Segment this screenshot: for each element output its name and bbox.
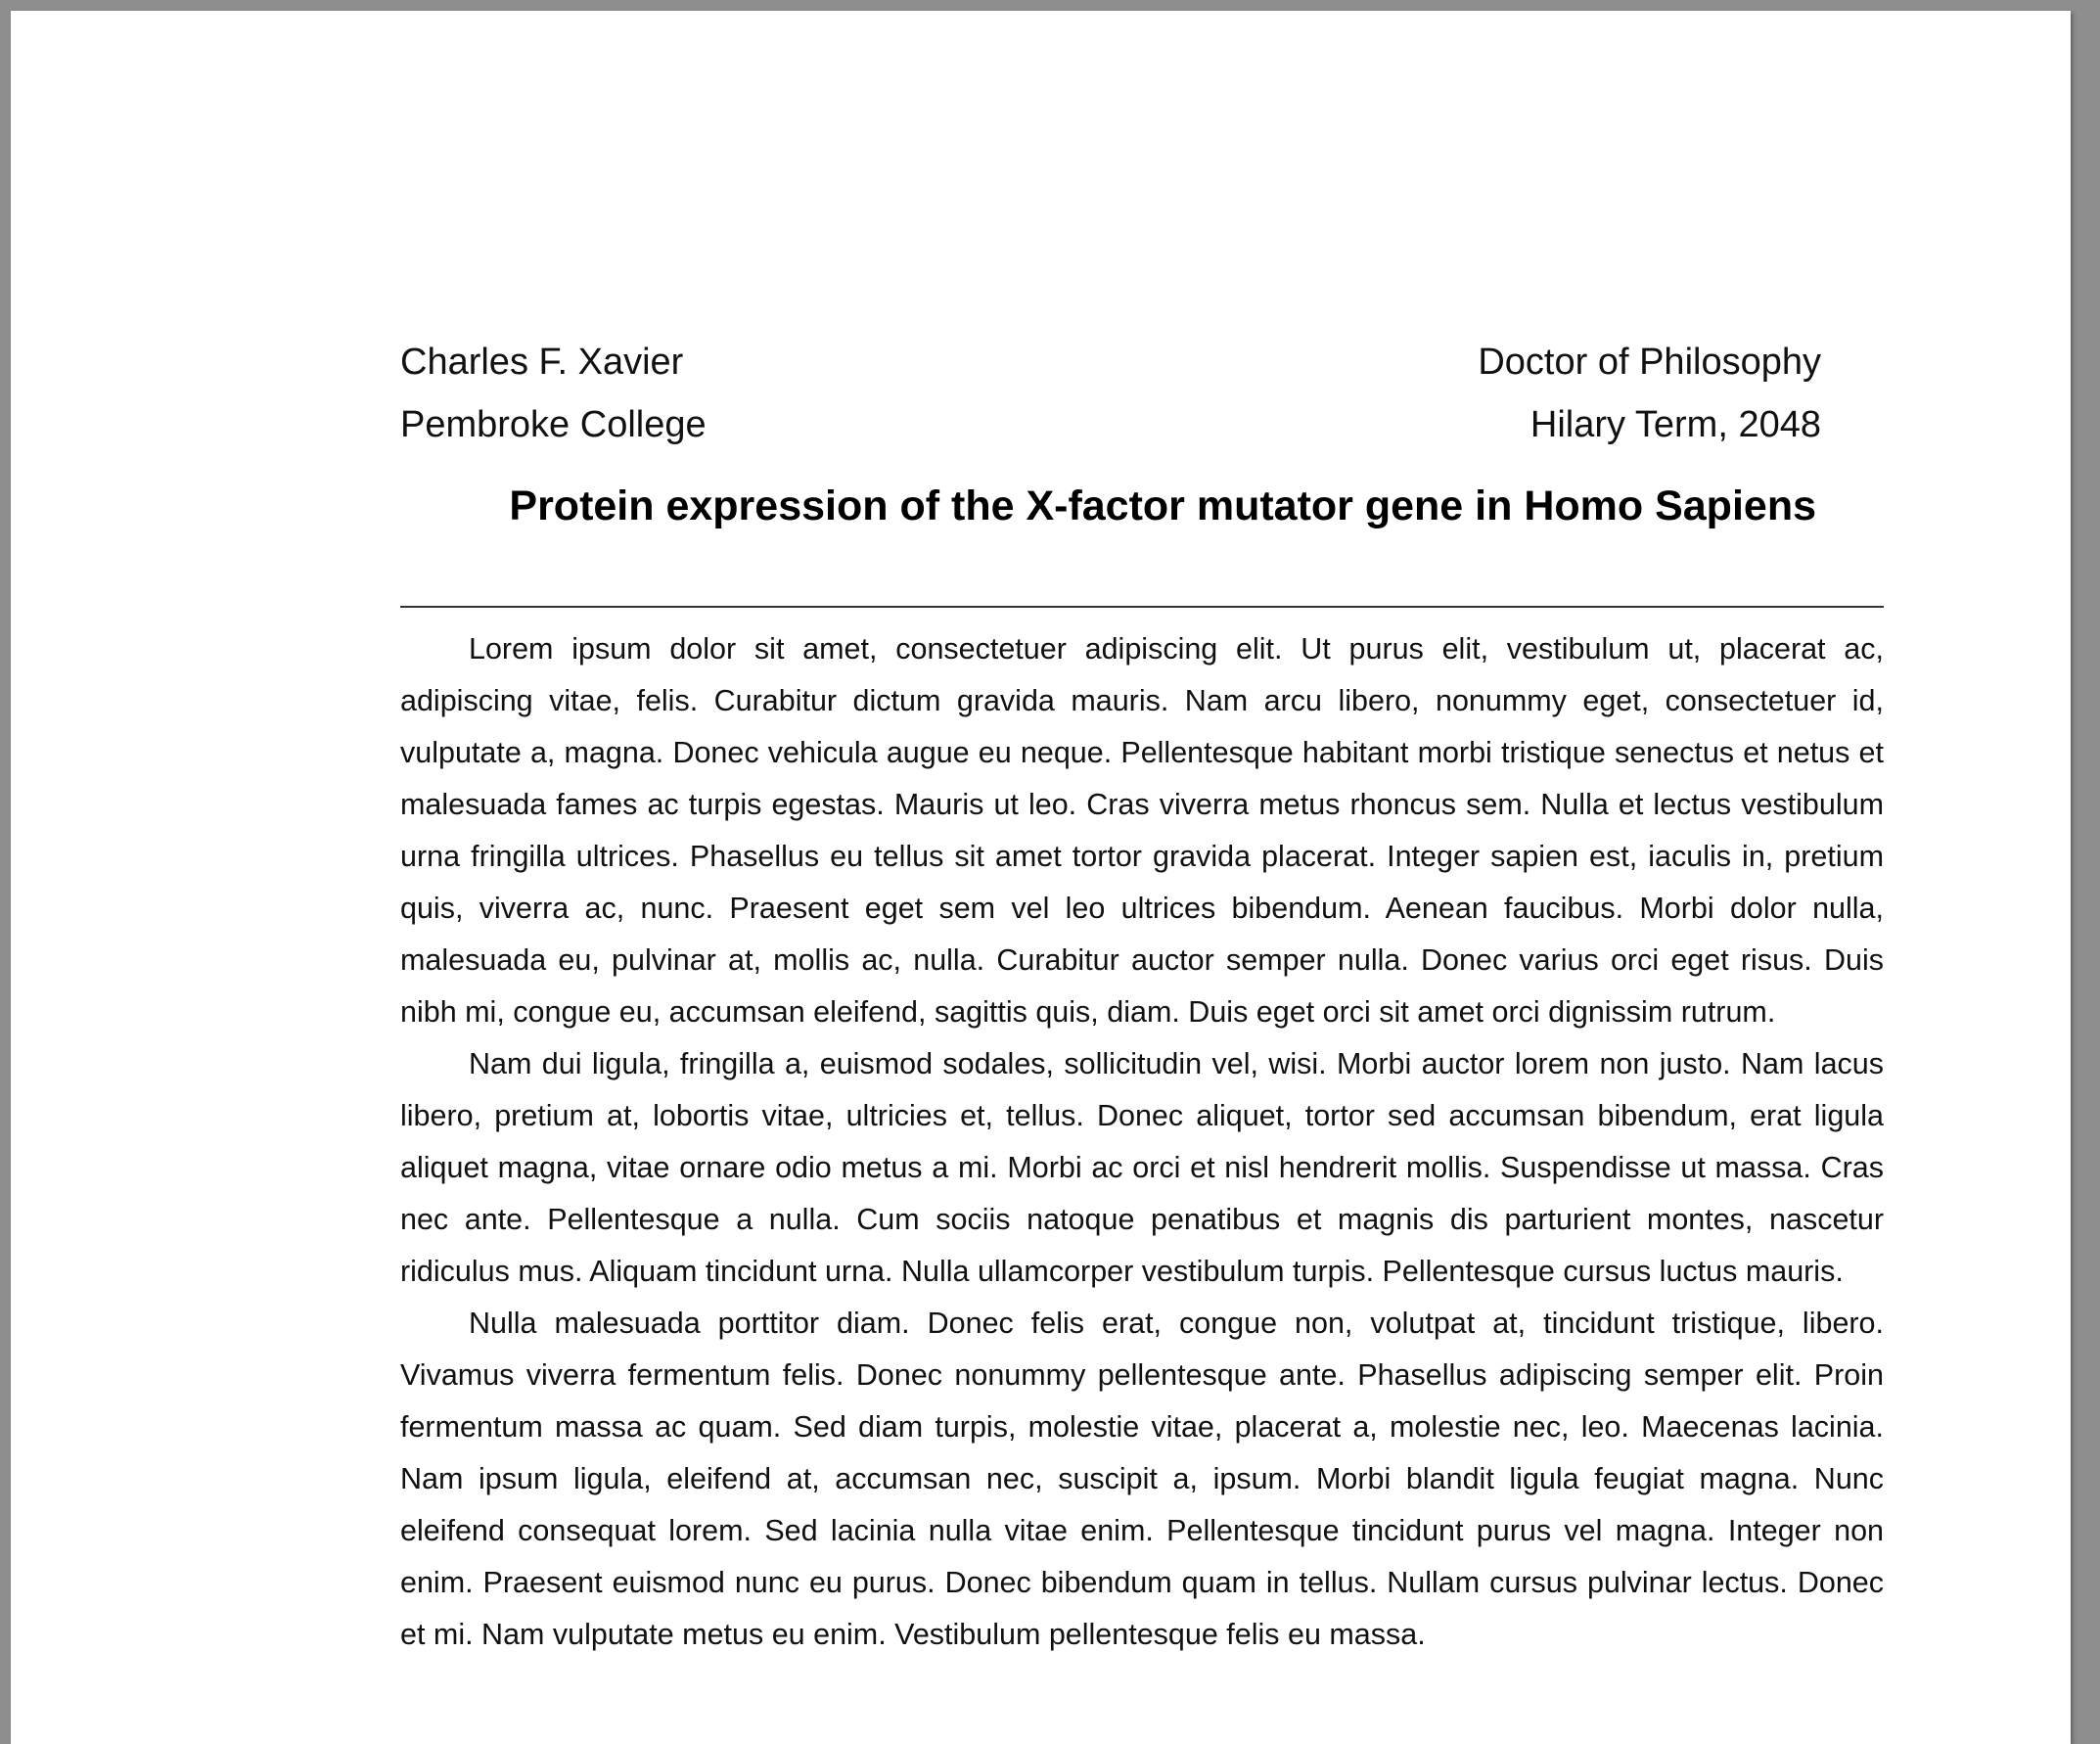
title-divider xyxy=(400,606,1884,608)
degree-name: Doctor of Philosophy xyxy=(1478,342,1821,383)
paragraph: Lorem ipsum dolor sit amet, consectetuer adipiscing elit. Ut purus elit, vestibulum ut, placerat ac, adipiscing vitae, felis. Curabitur dictum gravida mauris. Nam arcu libero, nonummy eget, consectetuer id, vulputate a, magna. Donec vehicula augue eu neque. Pellentesque habitant morbi tristique senectus et netus et malesuada fames ac turpis egestas. Mauris ut leo. Cras viverra metus rhoncus sem. Nulla et lectus vestibulum urna fringilla ultrices. Phasellus eu tellus sit amet tortor gravida placerat. Integer sapien est, iaculis in, pretium quis, viverra ac, nunc. Praesent eget sem vel leo ultrices bibendum. Aenean faucibus. Morbi dolor nulla, malesuada eu, pulvinar at, mollis ac, nulla. Curabitur auctor semper nulla. Donec varius orci eget risus. Duis nibh mi, congue eu, accumsan eleifend, sagittis quis, diam. Duis eget orci sit amet orci dignissim rutrum. xyxy=(400,632,1884,1029)
document-title: Protein expression of the X-factor mutator gene in Homo Sapiens xyxy=(509,482,1816,529)
college-name: Pembroke College xyxy=(400,404,707,445)
paragraph: Nulla malesuada porttitor diam. Donec felis erat, congue non, volutpat at, tincidunt tristique, libero. Vivamus viverra fermentum felis. Donec nonummy pellentesque ante. Phasellus adipiscing semper elit. Proin fermentum massa ac quam. Sed diam turpis, molestie vitae, placerat a, molestie nec, leo. Maecenas lacinia. Nam ipsum ligula, eleifend at, accumsan nec, suscipit a, ipsum. Morbi blandit ligula feugiat magna. Nunc eleifend consequat lorem. Sed lacinia nulla vitae enim. Pellentesque tincidunt purus vel magna. Integer non enim. Praesent euismod nunc eu purus. Donec bibendum quam in tellus. Nullam cursus pulvinar lectus. Donec et mi. Nam vulputate metus eu enim. Vestibulum pellentesque felis eu massa. xyxy=(400,1307,1884,1651)
term-date: Hilary Term, 2048 xyxy=(1529,404,1821,445)
author-name: Charles F. Xavier xyxy=(400,342,684,383)
document-page xyxy=(11,11,2071,1744)
author-block xyxy=(400,331,707,456)
paragraph: Nam dui ligula, fringilla a, euismod sodales, sollicitudin vel, wisi. Morbi auctor lorem non justo. Nam lacus libero, pretium at, lobortis vitae, ultricies et, tellus. Donec aliquet, tortor sed accumsan bibendum, erat ligula aliquet magna, vitae ornare odio metus a mi. Morbi ac orci et nisl hendrerit mollis. Suspendisse ut massa. Cras nec ante. Pellentesque a nulla. Cum sociis natoque penatibus et magnis dis parturient montes, nascetur ridiculus mus. Aliquam tincidunt urna. Nulla ullamcorper vestibulum turpis. Pellentesque cursus luctus mauris. xyxy=(400,1047,1884,1288)
degree-block xyxy=(1478,331,1821,456)
document-body xyxy=(400,623,1884,1661)
